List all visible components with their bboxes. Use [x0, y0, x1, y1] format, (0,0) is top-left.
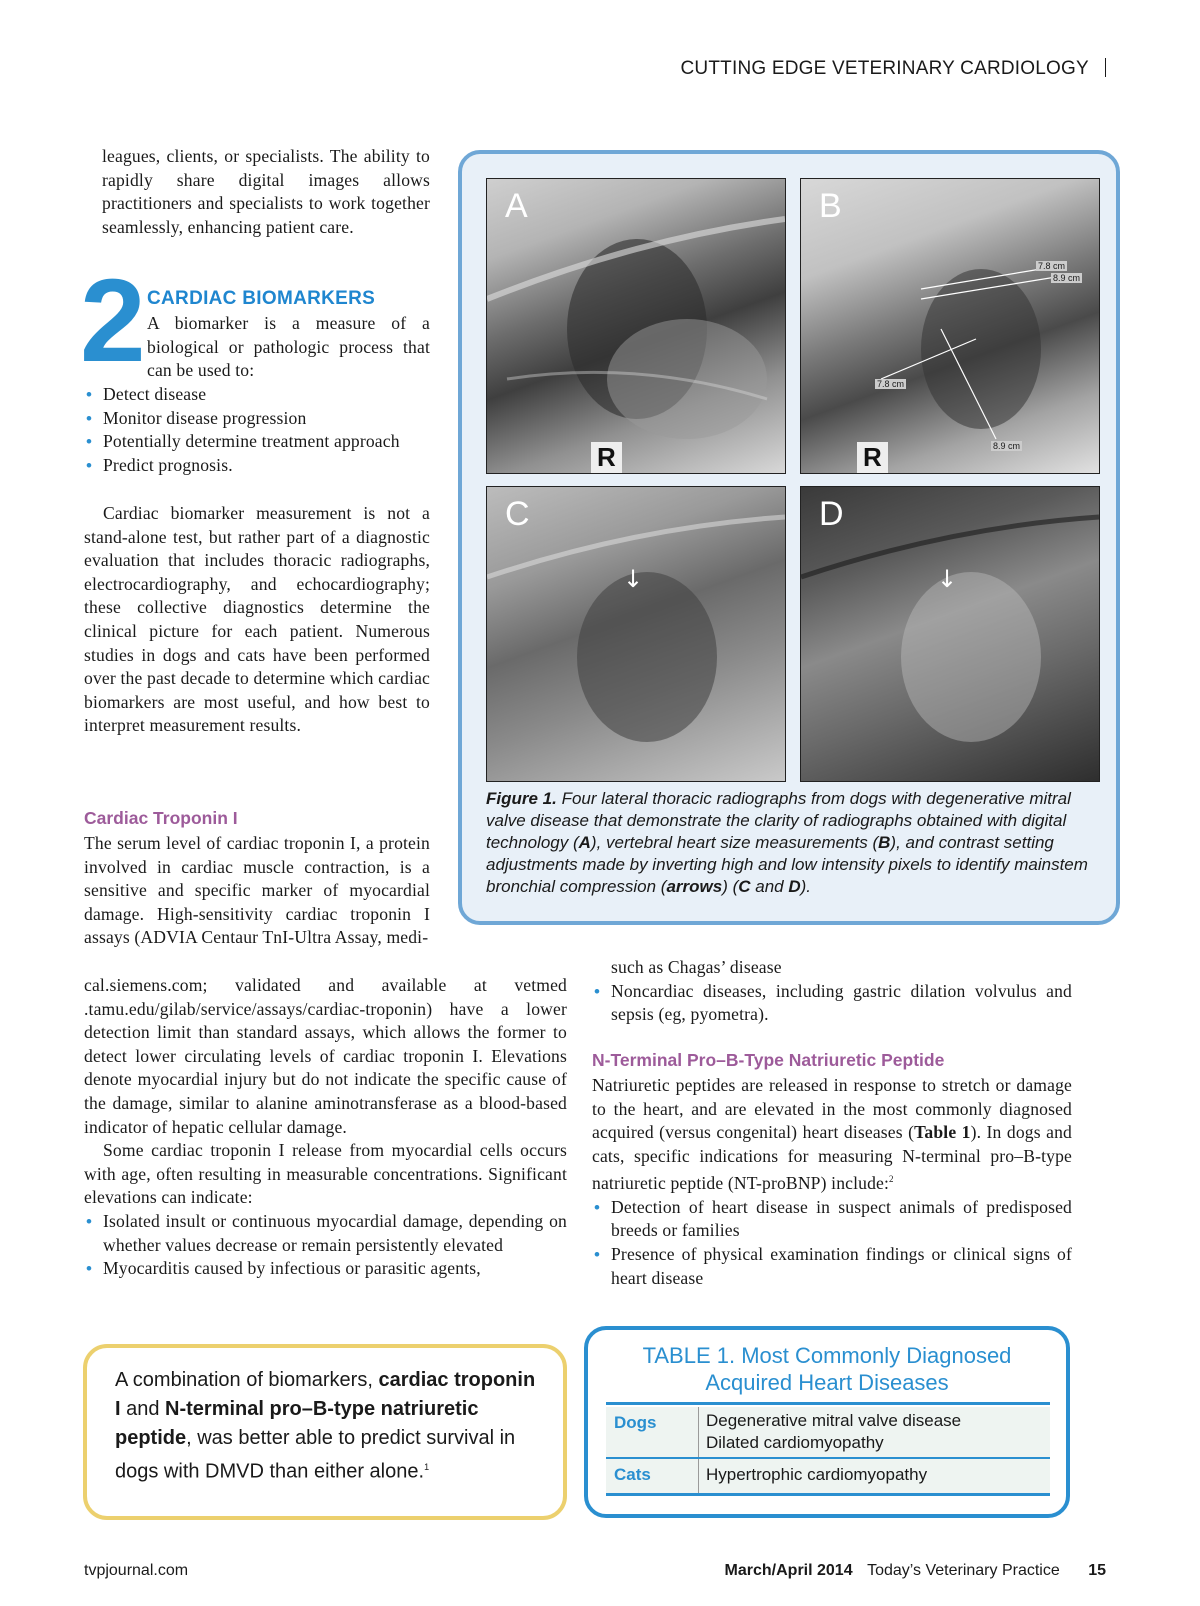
panel-label: C — [505, 495, 530, 533]
elevations-list — [84, 1210, 567, 1281]
radiograph-panel-b — [800, 178, 1100, 474]
arrow-icon: ↓ — [623, 565, 644, 593]
list-item: • Monitor disease progression — [84, 407, 430, 431]
radiograph-d-image — [801, 487, 1099, 781]
citation-ref: 1 — [424, 1462, 430, 1472]
disease-cell: Degenerative mitral valve disease — [706, 1411, 962, 1430]
list-item: • Myocarditis caused by infectious or parasitic agents, — [84, 1257, 567, 1281]
measurement-paragraph — [84, 502, 430, 738]
caption-text: ). — [800, 877, 812, 896]
ntprobnp-text — [592, 1074, 1072, 1196]
continued-item: such as Chagas’ disease — [611, 957, 782, 977]
table-title-line-2: Acquired Heart Diseases — [705, 1370, 949, 1395]
radiograph-panel-d — [800, 486, 1100, 782]
laterality-marker: R — [591, 442, 622, 473]
troponin-text-wide: cal.siemens.com; validated and available at vetmed .tamu.edu/gilab/service/assays/cardiac-troponin) have a lower detection limit than standard assays, which allows the former to detect lower circulating levels of cardiac troponin I. Elevations denote myocardial injury but do not indicate the specific cause of the damage, similar to alanine aminotransferase as a blood-based indicator of hepatic cellular damage. — [84, 975, 567, 1137]
indications-list — [592, 1196, 1072, 1290]
measurement-label: 7.8 cm — [1038, 261, 1066, 271]
caption-ref: B — [878, 833, 891, 852]
cell-divider — [698, 1407, 699, 1457]
callout-text-3: , was better able to predict survival in dogs with DMVD than either alone. — [115, 1427, 516, 1483]
list-item: • Predict prognosis. — [84, 454, 430, 478]
caption-ref: C — [738, 877, 751, 896]
section-heading: CARDIAC BIOMARKERS — [147, 288, 376, 309]
troponin-paragraph-narrow — [84, 832, 430, 950]
measurement-label: 7.8 cm — [877, 379, 905, 389]
section-lead-text: A biomarker is a measure of a biological or pathologic process that can be used to: — [147, 313, 430, 381]
figure-caption — [486, 788, 1098, 898]
running-header — [681, 58, 1106, 80]
footer-right — [725, 1562, 1106, 1580]
disease-cell: Dilated cardiomyopathy — [706, 1433, 884, 1452]
callout-bold-2: N-terminal pro–B-type natriuretic peptide — [115, 1398, 479, 1449]
callout-text-2: and — [120, 1398, 166, 1420]
list-item: • Noncardiac diseases, including gastric dilation volvulus and sepsis (eg, pyometra). — [592, 980, 1072, 1027]
footer-publication: Today’s Veterinary Practice — [867, 1562, 1060, 1579]
table-row — [606, 1407, 1050, 1457]
panel-label: B — [819, 187, 842, 225]
right-column-top — [592, 956, 1072, 1027]
table-title — [588, 1342, 1066, 1396]
list-item: • Presence of physical examination findings or clinical signs of heart disease — [592, 1243, 1072, 1290]
caption-ref: D — [788, 877, 801, 896]
caption-ref: arrows — [666, 877, 723, 896]
measurement-text: Cardiac biomarker measurement is not a stand-alone test, but rather part of a diagnostic evaluation that includes thoracic radiographs, electrocardiography, and echocardiography; these collective diagnostics determine the clinical picture for each patient. Numerous studies in dogs and cats have been performed over the past decade to determine which cardiac biomarkers are most useful, and how best to interpret measurement results. — [84, 503, 430, 736]
uses-list — [84, 383, 430, 477]
header-divider — [1105, 58, 1106, 77]
disease-cell: Hypertrophic cardiomyopathy — [706, 1465, 928, 1484]
caption-text: ), vertebral heart size measurements ( — [590, 833, 879, 852]
table-title-line-1: TABLE 1. Most Commonly Diagnosed — [642, 1343, 1012, 1368]
measurement-label: 8.9 cm — [1053, 273, 1081, 283]
radiograph-a-image — [487, 179, 785, 473]
arrow-icon: ↓ — [937, 565, 958, 593]
caption-ref: A — [578, 833, 591, 852]
radiograph-c-image — [487, 487, 785, 781]
table-bottom-rule — [606, 1493, 1050, 1496]
intro-text: leagues, clients, or specialists. The ability to rapidly share digital images allows practitioners and specialists to work together seamlessly, enhancing patient care. — [102, 146, 430, 237]
cell-divider — [698, 1459, 699, 1493]
ntprobnp-heading: N-Terminal Pro–B-Type Natriuretic Peptide — [592, 1050, 945, 1070]
callout-text-1: A combination of biomarkers, — [115, 1369, 379, 1391]
troponin-heading: Cardiac Troponin I — [84, 808, 238, 828]
caption-text: ) ( — [722, 877, 739, 896]
list-item: • Detect disease — [84, 383, 430, 407]
caption-text: Four lateral thoracic radiographs from dogs with degenerative mitral valve disease that demonstrate the clarity of radiographs obtained with digital technology ( — [486, 789, 1071, 852]
footer-issue: March/April 2014 — [724, 1562, 853, 1579]
table-reference: Table 1 — [914, 1122, 971, 1143]
caption-lead: Figure 1. — [486, 789, 557, 808]
ntprobnp-paragraph — [592, 1074, 1072, 1290]
intro-paragraph — [102, 145, 430, 239]
section-lead — [147, 312, 430, 383]
species-cell: Dogs — [614, 1413, 657, 1432]
callout-box — [83, 1344, 567, 1520]
table-box — [584, 1326, 1070, 1518]
radiograph-b-image — [801, 179, 1099, 473]
callout-bold-1: cardiac troponin I — [115, 1369, 536, 1420]
section-number: 2 — [80, 255, 146, 387]
laterality-marker: R — [857, 442, 888, 473]
caption-text: and — [750, 877, 789, 896]
troponin-text-2: Some cardiac troponin I release from myocardial cells occurs with age, often resulting in measurable concentrations. Significant elevations can indicate: — [84, 1140, 567, 1208]
ntprobnp-text-a: Natriuretic peptides are released in response to stretch or damage to the heart, and are elevated in the most commonly diagnosed acquired (versus congenital) heart diseases ( — [592, 1075, 1072, 1143]
troponin-text-narrow: The serum level of cardiac troponin I, a protein involved in cardiac muscle contraction, is a sensitive and specific marker of myocardial damage. High-sensitivity cardiac troponin I assays (ADVIA Centaur TnI-Ultra Assay, medi- — [84, 833, 430, 948]
panel-label: D — [819, 495, 844, 533]
figure-box — [458, 150, 1120, 925]
table-row — [606, 1459, 1050, 1493]
citation-ref: 2 — [889, 1174, 894, 1185]
ntprobnp-text-b: ). In dogs and cats, specific indications for measuring N-terminal pro–B-type natriuretic peptide (NT-proBNP) include: — [592, 1122, 1072, 1194]
list-item: • Potentially determine treatment approach — [84, 430, 413, 454]
list-item: • Detection of heart disease in suspect animals of predisposed breeds or families — [592, 1196, 1072, 1243]
radiograph-panel-c — [486, 486, 786, 782]
page-number: 15 — [1088, 1562, 1106, 1579]
radiograph-panel-a — [486, 178, 786, 474]
running-title: CUTTING EDGE VETERINARY CARDIOLOGY — [680, 58, 1089, 79]
panel-label: A — [505, 187, 528, 225]
measurement-label: 8.9 cm — [993, 441, 1021, 451]
troponin-paragraph-wide — [84, 974, 567, 1281]
table-top-rule — [606, 1402, 1050, 1405]
callout-text — [115, 1366, 539, 1487]
species-cell: Cats — [614, 1465, 651, 1484]
noncardiac-list — [592, 980, 1072, 1027]
footer-website: tvpjournal.com — [84, 1562, 189, 1579]
caption-text: ), and contrast setting adjustments made by inverting high and low intensity pixels to identify mainstem bronchial compression ( — [486, 833, 1088, 896]
uses-list-container — [84, 383, 430, 477]
list-item: • Isolated insult or continuous myocardial damage, depending on whether values decrease or remain persistently elevated — [84, 1210, 567, 1257]
